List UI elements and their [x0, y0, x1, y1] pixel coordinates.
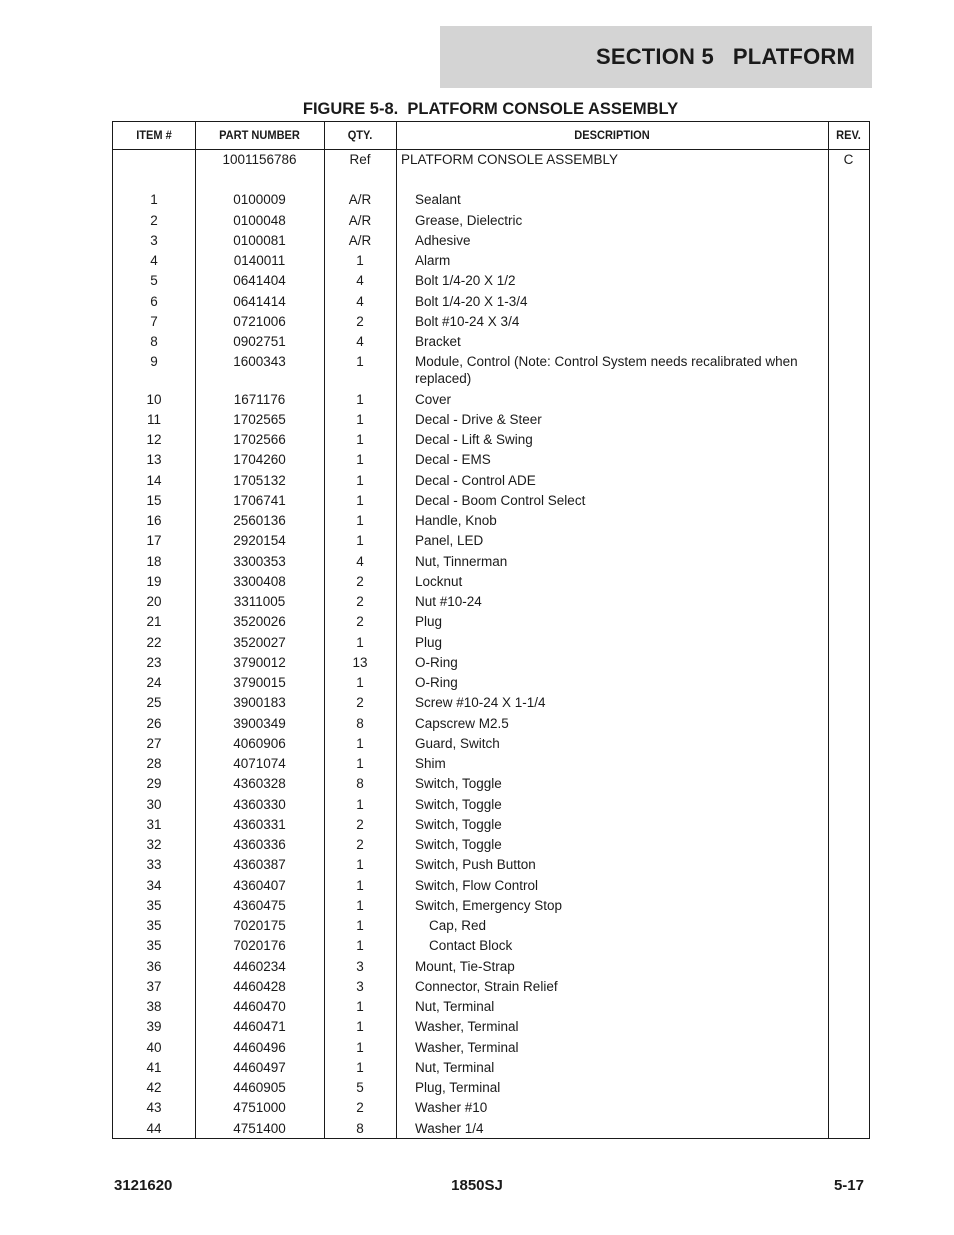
item-number: 33 [146, 857, 162, 873]
parts-table [112, 121, 870, 1139]
item-number: 43 [146, 1100, 162, 1116]
part-number: 4360331 [233, 816, 286, 832]
part-number: 4460497 [233, 1059, 286, 1075]
description: Switch, Push Button [415, 857, 536, 873]
quantity: 8 [356, 715, 364, 731]
quantity: 1 [356, 533, 364, 549]
description: Contact Block [429, 938, 513, 954]
quantity: 1 [356, 938, 364, 954]
item-number: 26 [146, 715, 162, 731]
description: Switch, Toggle [415, 837, 502, 852]
item-number: 18 [146, 553, 162, 569]
description: Bolt #10-24 X 3/4 [415, 313, 520, 329]
quantity: 1 [356, 1019, 364, 1035]
header-divider [113, 149, 869, 150]
quantity: 1 [356, 918, 364, 933]
quantity: Ref [349, 152, 371, 167]
item-number: 39 [146, 1019, 162, 1035]
item-number: 20 [146, 594, 162, 609]
description: Connector, Strain Relief [415, 978, 558, 994]
part-number: 1600343 [233, 354, 286, 370]
item-number: 5 [150, 273, 158, 289]
item-number: 38 [146, 999, 162, 1014]
item-number: 6 [150, 293, 158, 309]
part-number: 4751000 [233, 1100, 286, 1116]
item-number: 3 [150, 232, 158, 248]
item-number: 23 [146, 654, 162, 670]
quantity: A/R [348, 212, 372, 228]
part-number: 7020176 [233, 938, 286, 954]
part-number: 0100009 [233, 192, 286, 208]
description: Nut, Tinnerman [415, 553, 508, 569]
item-number: 11 [146, 411, 161, 427]
description: Capscrew M2.5 [415, 715, 509, 731]
item-number: 8 [150, 334, 158, 349]
quantity: 1 [356, 877, 364, 893]
description: Shim [415, 756, 446, 771]
part-number: 3520027 [233, 634, 286, 650]
part-number: 4360387 [233, 857, 286, 873]
part-number: 4071074 [233, 756, 286, 771]
quantity: 1 [356, 735, 364, 751]
item-number: 1 [150, 192, 158, 208]
part-number: 4360330 [233, 796, 286, 812]
description: Screw #10-24 X 1-1/4 [415, 695, 546, 711]
part-number: 0100048 [233, 212, 286, 228]
figure-title: FIGURE 5-8. PLATFORM CONSOLE ASSEMBLY [302, 100, 679, 118]
description: O-Ring [415, 675, 458, 690]
part-number: 1702566 [233, 432, 286, 447]
part-number: 4360336 [233, 837, 286, 852]
description: Switch, Emergency Stop [415, 897, 563, 913]
header-qty: QTY. [347, 128, 373, 142]
item-number: 42 [146, 1080, 162, 1095]
description: Panel, LED [415, 533, 484, 549]
description: Switch, Toggle [415, 816, 502, 832]
header-item: ITEM # [136, 128, 172, 142]
quantity: 13 [352, 654, 368, 670]
description: Plug, Terminal [415, 1080, 501, 1095]
quantity: 1 [356, 675, 364, 690]
quantity: 1 [356, 411, 364, 427]
item-number: 31 [146, 816, 162, 832]
footer-page-number: 5-17 [833, 1177, 864, 1194]
item-number: 37 [146, 978, 162, 994]
item-number: 35 [146, 938, 162, 954]
quantity: 2 [356, 837, 364, 852]
quantity: 2 [356, 614, 364, 630]
part-number: 3520026 [233, 614, 286, 630]
item-number: 2 [150, 212, 158, 228]
item-number: 29 [146, 776, 162, 792]
item-number: 21 [146, 614, 162, 630]
item-number: 40 [146, 1039, 162, 1055]
revision: C [843, 152, 854, 167]
item-number: 25 [146, 695, 162, 711]
description: Cover [415, 391, 452, 407]
quantity: 4 [356, 334, 364, 349]
description: Locknut [415, 573, 463, 589]
part-number: 0140011 [233, 253, 286, 268]
column-divider [828, 122, 829, 1138]
part-number: 4360407 [233, 877, 286, 893]
item-number: 19 [146, 573, 162, 589]
quantity: 1 [356, 452, 364, 468]
section-header [440, 26, 872, 88]
description: Decal - Boom Control Select [415, 492, 586, 508]
quantity: A/R [348, 192, 372, 208]
part-number: 4360328 [233, 776, 286, 792]
quantity: 1 [356, 1059, 364, 1075]
part-number: 2920154 [233, 533, 286, 549]
part-number: 0902751 [233, 334, 286, 349]
quantity: 3 [356, 978, 364, 994]
part-number: 4460470 [233, 999, 286, 1014]
description: Cap, Red [429, 918, 487, 933]
column-divider [396, 122, 397, 1138]
part-number: 4360475 [233, 897, 286, 913]
quantity: 1 [356, 492, 364, 508]
part-number: 1705132 [233, 472, 286, 488]
quantity: 1 [356, 857, 364, 873]
part-number: 0641414 [233, 293, 286, 309]
part-number: 0100081 [233, 232, 286, 248]
part-number: 2560136 [233, 513, 286, 528]
quantity: 1 [356, 756, 364, 771]
description: Bolt 1/4-20 X 1-3/4 [415, 293, 528, 309]
quantity: 2 [356, 594, 364, 609]
description: Switch, Toggle [415, 796, 502, 812]
item-number: 17 [146, 533, 162, 549]
item-number: 10 [146, 391, 162, 407]
quantity: 1 [356, 253, 364, 268]
description: Washer, Terminal [415, 1019, 519, 1035]
item-number: 35 [146, 897, 162, 913]
part-number: 3311005 [233, 594, 286, 609]
part-number: 3900183 [233, 695, 286, 711]
description: Decal - EMS [415, 452, 491, 468]
item-number: 35 [146, 918, 162, 933]
description: Guard, Switch [415, 735, 500, 751]
description: Plug [415, 634, 443, 650]
item-number: 30 [146, 796, 162, 812]
item-number: 14 [146, 472, 162, 488]
part-number: 0721006 [233, 313, 286, 329]
quantity: 1 [356, 897, 364, 913]
part-number: 3900349 [233, 715, 286, 731]
header-description: DESCRIPTION [574, 128, 650, 142]
part-number: 3300353 [233, 553, 286, 569]
footer-doc-number: 3121620 [114, 1177, 173, 1194]
part-number: 1702565 [233, 411, 286, 427]
description: Handle, Knob [415, 513, 497, 528]
description: Module, Control (Note: Control System needs recalibrated when replaced) [415, 354, 798, 387]
part-number: 3300408 [233, 573, 286, 589]
quantity: 2 [356, 816, 364, 832]
item-number: 44 [146, 1120, 162, 1136]
part-number: 1706741 [233, 492, 286, 508]
description: Washer, Terminal [415, 1039, 519, 1055]
description: Grease, Dielectric [415, 212, 523, 228]
quantity: 1 [356, 999, 364, 1014]
quantity: 4 [356, 553, 364, 569]
item-number: 24 [146, 675, 162, 690]
quantity: 4 [356, 273, 364, 289]
part-number: 4460471 [233, 1019, 286, 1035]
item-number: 4 [150, 253, 158, 268]
item-number: 7 [150, 313, 158, 329]
header-rev: REV. [836, 128, 861, 142]
quantity: 1 [356, 513, 364, 528]
part-number: 7020175 [233, 918, 286, 933]
item-number: 12 [146, 432, 162, 447]
part-number: 3790015 [233, 675, 286, 690]
part-number: 3790012 [233, 654, 286, 670]
item-number: 9 [150, 354, 158, 370]
quantity: 3 [356, 958, 364, 974]
description: Alarm [415, 253, 451, 268]
quantity: 1 [356, 472, 364, 488]
item-number: 15 [146, 492, 162, 508]
description: Bracket [415, 334, 461, 349]
description: Bolt 1/4-20 X 1/2 [415, 273, 516, 289]
quantity: 4 [356, 293, 364, 309]
description: Decal - Lift & Swing [415, 432, 533, 447]
part-number: 1671176 [233, 391, 286, 407]
description: Nut, Terminal [415, 1059, 495, 1075]
quantity: 2 [356, 1100, 364, 1116]
description: Nut, Terminal [415, 999, 495, 1014]
part-number: 4460905 [233, 1080, 286, 1095]
part-number: 4751400 [233, 1120, 286, 1136]
header-part-number: PART NUMBER [219, 128, 300, 142]
description: Switch, Flow Control [415, 877, 539, 893]
section-title: SECTION 5 PLATFORM [595, 44, 855, 69]
item-number: 22 [146, 634, 162, 650]
description: PLATFORM CONSOLE ASSEMBLY [401, 152, 619, 167]
quantity: 1 [356, 391, 364, 407]
quantity: 1 [356, 796, 364, 812]
quantity: 2 [356, 573, 364, 589]
description: Switch, Toggle [415, 776, 502, 792]
description: Decal - Control ADE [415, 472, 536, 488]
item-number: 36 [146, 958, 162, 974]
quantity: 1 [356, 354, 364, 370]
description: Washer #10 [415, 1100, 488, 1116]
part-number: 4460428 [233, 978, 286, 994]
description: Sealant [415, 192, 461, 208]
description: Nut #10-24 [415, 594, 482, 609]
part-number: 0641404 [233, 273, 286, 289]
part-number: 4460496 [233, 1039, 286, 1055]
quantity: 2 [356, 313, 364, 329]
item-number: 41 [146, 1059, 162, 1075]
item-number: 16 [146, 513, 162, 528]
quantity: A/R [348, 232, 372, 248]
part-number: 1001156786 [222, 152, 297, 167]
item-number: 28 [146, 756, 162, 771]
description: Washer 1/4 [415, 1120, 484, 1136]
item-number: 34 [146, 877, 162, 893]
quantity: 1 [356, 634, 364, 650]
description: Plug [415, 614, 443, 630]
item-number: 32 [146, 837, 162, 852]
description: O-Ring [415, 654, 458, 670]
quantity: 2 [356, 695, 364, 711]
item-number: 13 [146, 452, 162, 468]
item-number: 27 [146, 735, 162, 751]
quantity: 8 [356, 776, 364, 792]
part-number: 4060906 [233, 735, 286, 751]
quantity: 5 [356, 1080, 364, 1095]
quantity: 1 [356, 1039, 364, 1055]
description: Adhesive [415, 232, 471, 248]
quantity: 1 [356, 432, 364, 447]
description: Decal - Drive & Steer [415, 411, 542, 427]
part-number: 4460234 [233, 958, 286, 974]
quantity: 8 [356, 1120, 364, 1136]
description: Mount, Tie-Strap [415, 958, 515, 974]
footer-model: 1850SJ [451, 1177, 503, 1194]
part-number: 1704260 [233, 452, 286, 468]
